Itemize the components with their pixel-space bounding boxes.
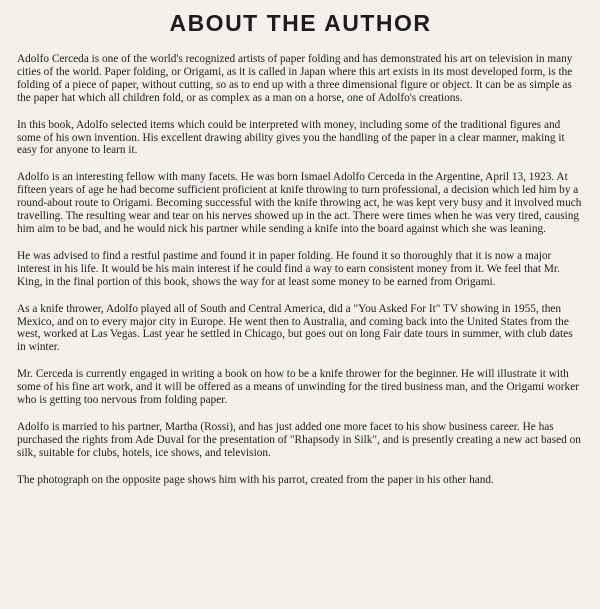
paragraph-book: In this book, Adolfo selected items which could be interpreted with money, including some of the traditional figures and some of his own invention. His excellent drawing ability gives you the handling of the paper in a clear manner, making it easy for anyone to learn it. (17, 118, 565, 157)
paragraph-travels: As a knife thrower, Adolfo played all of South and Central America, did a "You Asked For It" TV showing in 1955, then Mexico, and on to every major city in Europe. He went then to Australia, and coming back into the United States from the west, worked at Las Vegas. Last year he settled in Chicago, but goes out on long Fair date tours in summer, with club dates in winter. (17, 302, 573, 354)
paragraph-marriage: Adolfo is married to his partner, Martha (Rossi), and has just added one more facet to his show business career. He has purchased the rights from Ade Duval for the presentation of "Rhapsody in Silk", and is presently creating a new act based on silk, suitable for clubs, hotels, ice shows, and television. (17, 420, 581, 459)
paragraph-intro: Adolfo Cerceda is one of the world's recognized artists of paper folding and has demonstrated his art on television in many cities of the world. Paper folding, or Origami, as it is called in Japan where this art exists in its most developed form, is the folding of a piece of paper, without cutting, so as to end up with a three dimensional figure or object. It can be as simple as the paper hat which all children fold, or as complex as a man on a horse, one of Adolfo's creations. (17, 53, 573, 104)
paragraph-photograph: The photograph on the opposite page shows him with his parrot, created from the paper in his other hand. (17, 473, 494, 486)
paragraph-new-book: Mr. Cerceda is currently engaged in writing a book on how to be a knife thrower for the beginner. He will illustrate it with some of his fine art work, and it will be offered as a means of unwinding for the tired business man, and the Origami worker who is getting too nervous from folding paper. (17, 368, 579, 407)
paragraph-pastime: He was advised to find a restful pastime and found it in paper folding. He found it so thoroughly that it is now a major interest in his life. It would be his main interest if he could find a way to earn consistent money from it. We feel that Mr. King, in the final portion of this book, shows the way for at least some money to be earned from Origami. (17, 249, 560, 288)
page-title: ABOUT THE AUTHOR (169, 10, 432, 36)
paragraph-biography: Adolfo is an interesting fellow with many facets. He was born Ismael Adolfo Cerceda in the Argentine, April 13, 1923. At fifteen years of age he had become sufficient proficient at knife throwing to turn professional, a decision which led him by a round-about route to Origami. Becoming successful with the knife throwing act, he was kept very busy and it involved much travelling. The resulting wear and tear on his nerves showed up in the act. There were times when he was very tired, causing him aim to be bad, and he would nick his partner while sending a knife into the board against which she was leaning. (17, 171, 582, 235)
